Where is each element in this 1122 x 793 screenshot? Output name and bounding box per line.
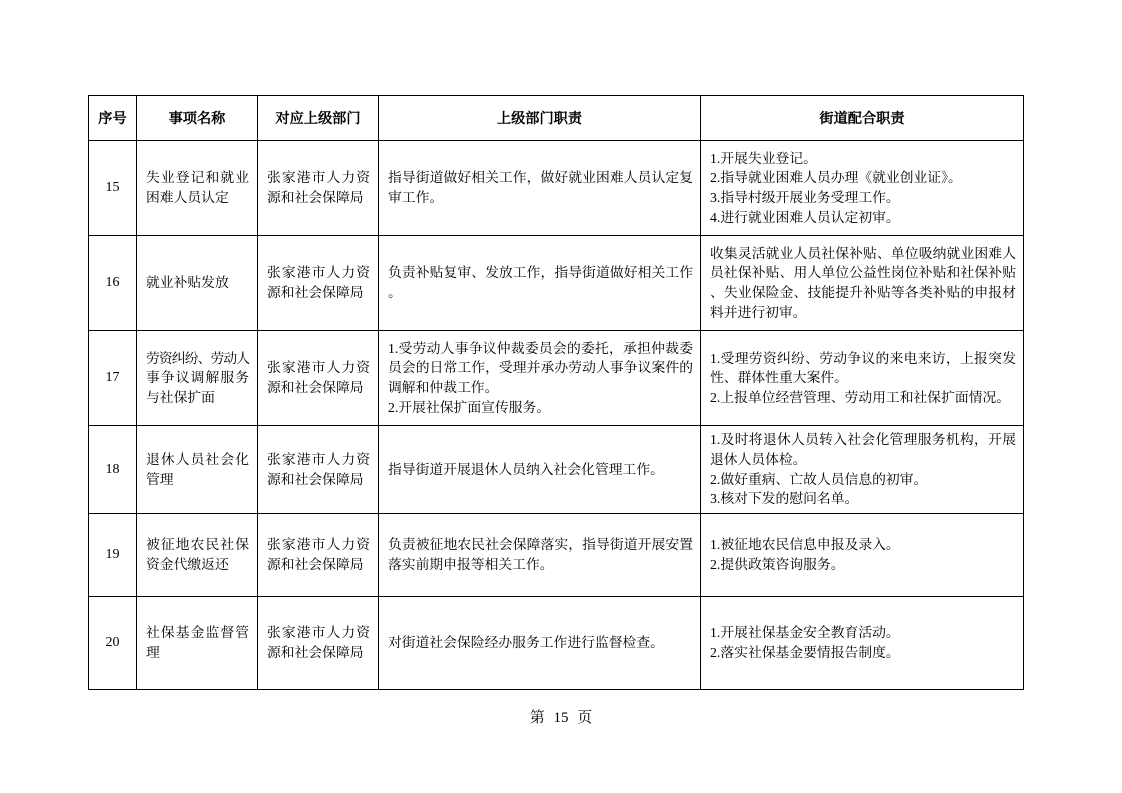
cell-dept-duty [379, 514, 701, 597]
cell-no: 16 [89, 236, 137, 331]
cell-line: 员社保补贴、用人单位公益性岗位补贴和社保补贴 [710, 265, 1016, 281]
cell-street-duty [701, 141, 1024, 236]
cell-line: 劳资纠纷、劳动人 [146, 350, 249, 366]
cell-dept [258, 141, 379, 236]
cell-line: 源和社会保障局 [267, 471, 364, 487]
cell-line: 1.开展社保基金安全教育活动。 [710, 625, 900, 641]
cell-line: 张家港市人力资 [267, 537, 370, 553]
cell-line: 1.开展失业登记。 [710, 150, 817, 166]
cell-dept [258, 331, 379, 426]
cell-item [137, 331, 258, 426]
cell-street-duty [701, 597, 1024, 690]
table-row [89, 514, 1024, 597]
cell-line: 2.上报单位经营管理、劳动用工和社保扩面情况。 [710, 389, 1011, 405]
cell-line: 3.核对下发的慰问名单。 [710, 491, 859, 507]
cell-line: 审工作。 [388, 190, 444, 205]
cell-street-duty [701, 426, 1024, 514]
cell-no: 17 [89, 331, 137, 426]
cell-dept [258, 426, 379, 514]
cell-line: 料并进行初审。 [710, 304, 807, 320]
cell-line: 理 [146, 645, 160, 660]
cell-dept-duty [379, 426, 701, 514]
responsibility-table [88, 95, 1024, 690]
table-row [89, 426, 1024, 514]
table-header-row [89, 96, 1024, 141]
cell-item [137, 236, 258, 331]
cell-street-duty [701, 514, 1024, 597]
cell-line: 负责被征地农民社会保障落实，指导街道开展安置 [388, 537, 693, 553]
cell-line: 张家港市人力资 [267, 451, 370, 467]
cell-line: 资金代缴返还 [146, 557, 229, 572]
cell-line: 。 [388, 285, 402, 300]
cell-dept [258, 236, 379, 331]
cell-line: 1.受劳动人事争议仲裁委员会的委托，承担仲裁委 [388, 340, 693, 356]
cell-line: 张家港市人力资 [267, 170, 370, 186]
cell-line: 困难人员认定 [146, 190, 229, 205]
cell-line: 1.受理劳资纠纷、劳动争议的来电来访，上报突发 [710, 350, 1016, 366]
cell-line: 、失业保险金、技能提升补贴等各类补贴的申报材 [710, 285, 1016, 300]
cell-line: 对街道社会保险经办服务工作进行监督检查。 [388, 635, 664, 651]
cell-line: 指导街道开展退休人员纳入社会化管理工作。 [388, 461, 664, 477]
table-row [89, 141, 1024, 236]
cell-line: 源和社会保障局 [267, 285, 364, 300]
cell-street-duty [701, 331, 1024, 426]
cell-line: 性、群体性重大案件。 [710, 370, 848, 386]
cell-line: 源和社会保障局 [267, 380, 364, 395]
cell-line: 源和社会保障局 [267, 190, 364, 205]
cell-item [137, 514, 258, 597]
cell-dept-duty [379, 141, 701, 236]
cell-line: 张家港市人力资 [267, 625, 370, 641]
cell-line: 2.提供政策咨询服务。 [710, 557, 845, 572]
page-number: 第 15 页 [529, 710, 593, 726]
cell-line: 员会的日常工作，受理并承办劳动人事争议案件的 [388, 360, 693, 376]
table-row [89, 597, 1024, 690]
cell-line: 张家港市人力资 [267, 360, 370, 376]
cell-line: 收集灵活就业人员社保补贴、单位吸纳就业困难人 [710, 245, 1016, 261]
cell-line: 1.被征地农民信息申报及录入。 [710, 537, 900, 553]
header-item: 事项名称 [137, 96, 258, 141]
cell-dept-duty [379, 331, 701, 426]
cell-dept [258, 514, 379, 597]
cell-dept [258, 597, 379, 690]
cell-line: 源和社会保障局 [267, 557, 364, 572]
cell-street-duty [701, 236, 1024, 331]
cell-line: 失业登记和就业 [146, 170, 249, 186]
cell-dept-duty [379, 236, 701, 331]
cell-line: 退休人员社会化 [146, 451, 249, 467]
header-no: 序号 [89, 96, 137, 141]
cell-line: 2.做好重病、亡故人员信息的初审。 [710, 471, 928, 487]
cell-line: 负责补贴复审、发放工作，指导街道做好相关工作 [388, 265, 693, 281]
cell-item [137, 597, 258, 690]
cell-line: 1.及时将退休人员转入社会化管理服务机构，开展 [710, 432, 1016, 448]
cell-line: 退休人员体检。 [710, 451, 807, 467]
cell-line: 管理 [146, 471, 174, 487]
cell-no: 19 [89, 514, 137, 597]
header-dept: 对应上级部门 [258, 96, 379, 141]
cell-line: 源和社会保障局 [267, 645, 364, 660]
cell-line: 4.进行就业困难人员认定初审。 [710, 209, 900, 225]
cell-line: 指导街道做好相关工作，做好就业困难人员认定复 [388, 170, 693, 186]
cell-item [137, 141, 258, 236]
cell-line: 2.落实社保基金要情报告制度。 [710, 645, 900, 660]
cell-item [137, 426, 258, 514]
cell-line: 被征地农民社保 [146, 537, 249, 553]
cell-line: 3.指导村级开展业务受理工作。 [710, 190, 900, 205]
cell-line: 2.指导就业困难人员办理《就业创业证》。 [710, 170, 962, 186]
table-row [89, 236, 1024, 331]
cell-line: 与社保扩面 [146, 389, 215, 405]
cell-dept-duty [379, 597, 701, 690]
cell-no: 18 [89, 426, 137, 514]
cell-line: 落实前期申报等相关工作。 [388, 557, 554, 572]
cell-line: 就业补贴发放 [146, 275, 229, 291]
cell-line: 调解和仲裁工作。 [388, 380, 499, 395]
header-street-duty: 街道配合职责 [701, 96, 1024, 141]
cell-no: 20 [89, 597, 137, 690]
cell-line: 2.开展社保扩面宣传服务。 [388, 399, 551, 415]
cell-no: 15 [89, 141, 137, 236]
cell-line: 张家港市人力资 [267, 265, 370, 281]
cell-line: 事争议调解服务 [146, 370, 249, 386]
cell-line: 社保基金监督管 [146, 625, 249, 641]
table-row [89, 331, 1024, 426]
header-dept-duty: 上级部门职责 [379, 96, 701, 141]
